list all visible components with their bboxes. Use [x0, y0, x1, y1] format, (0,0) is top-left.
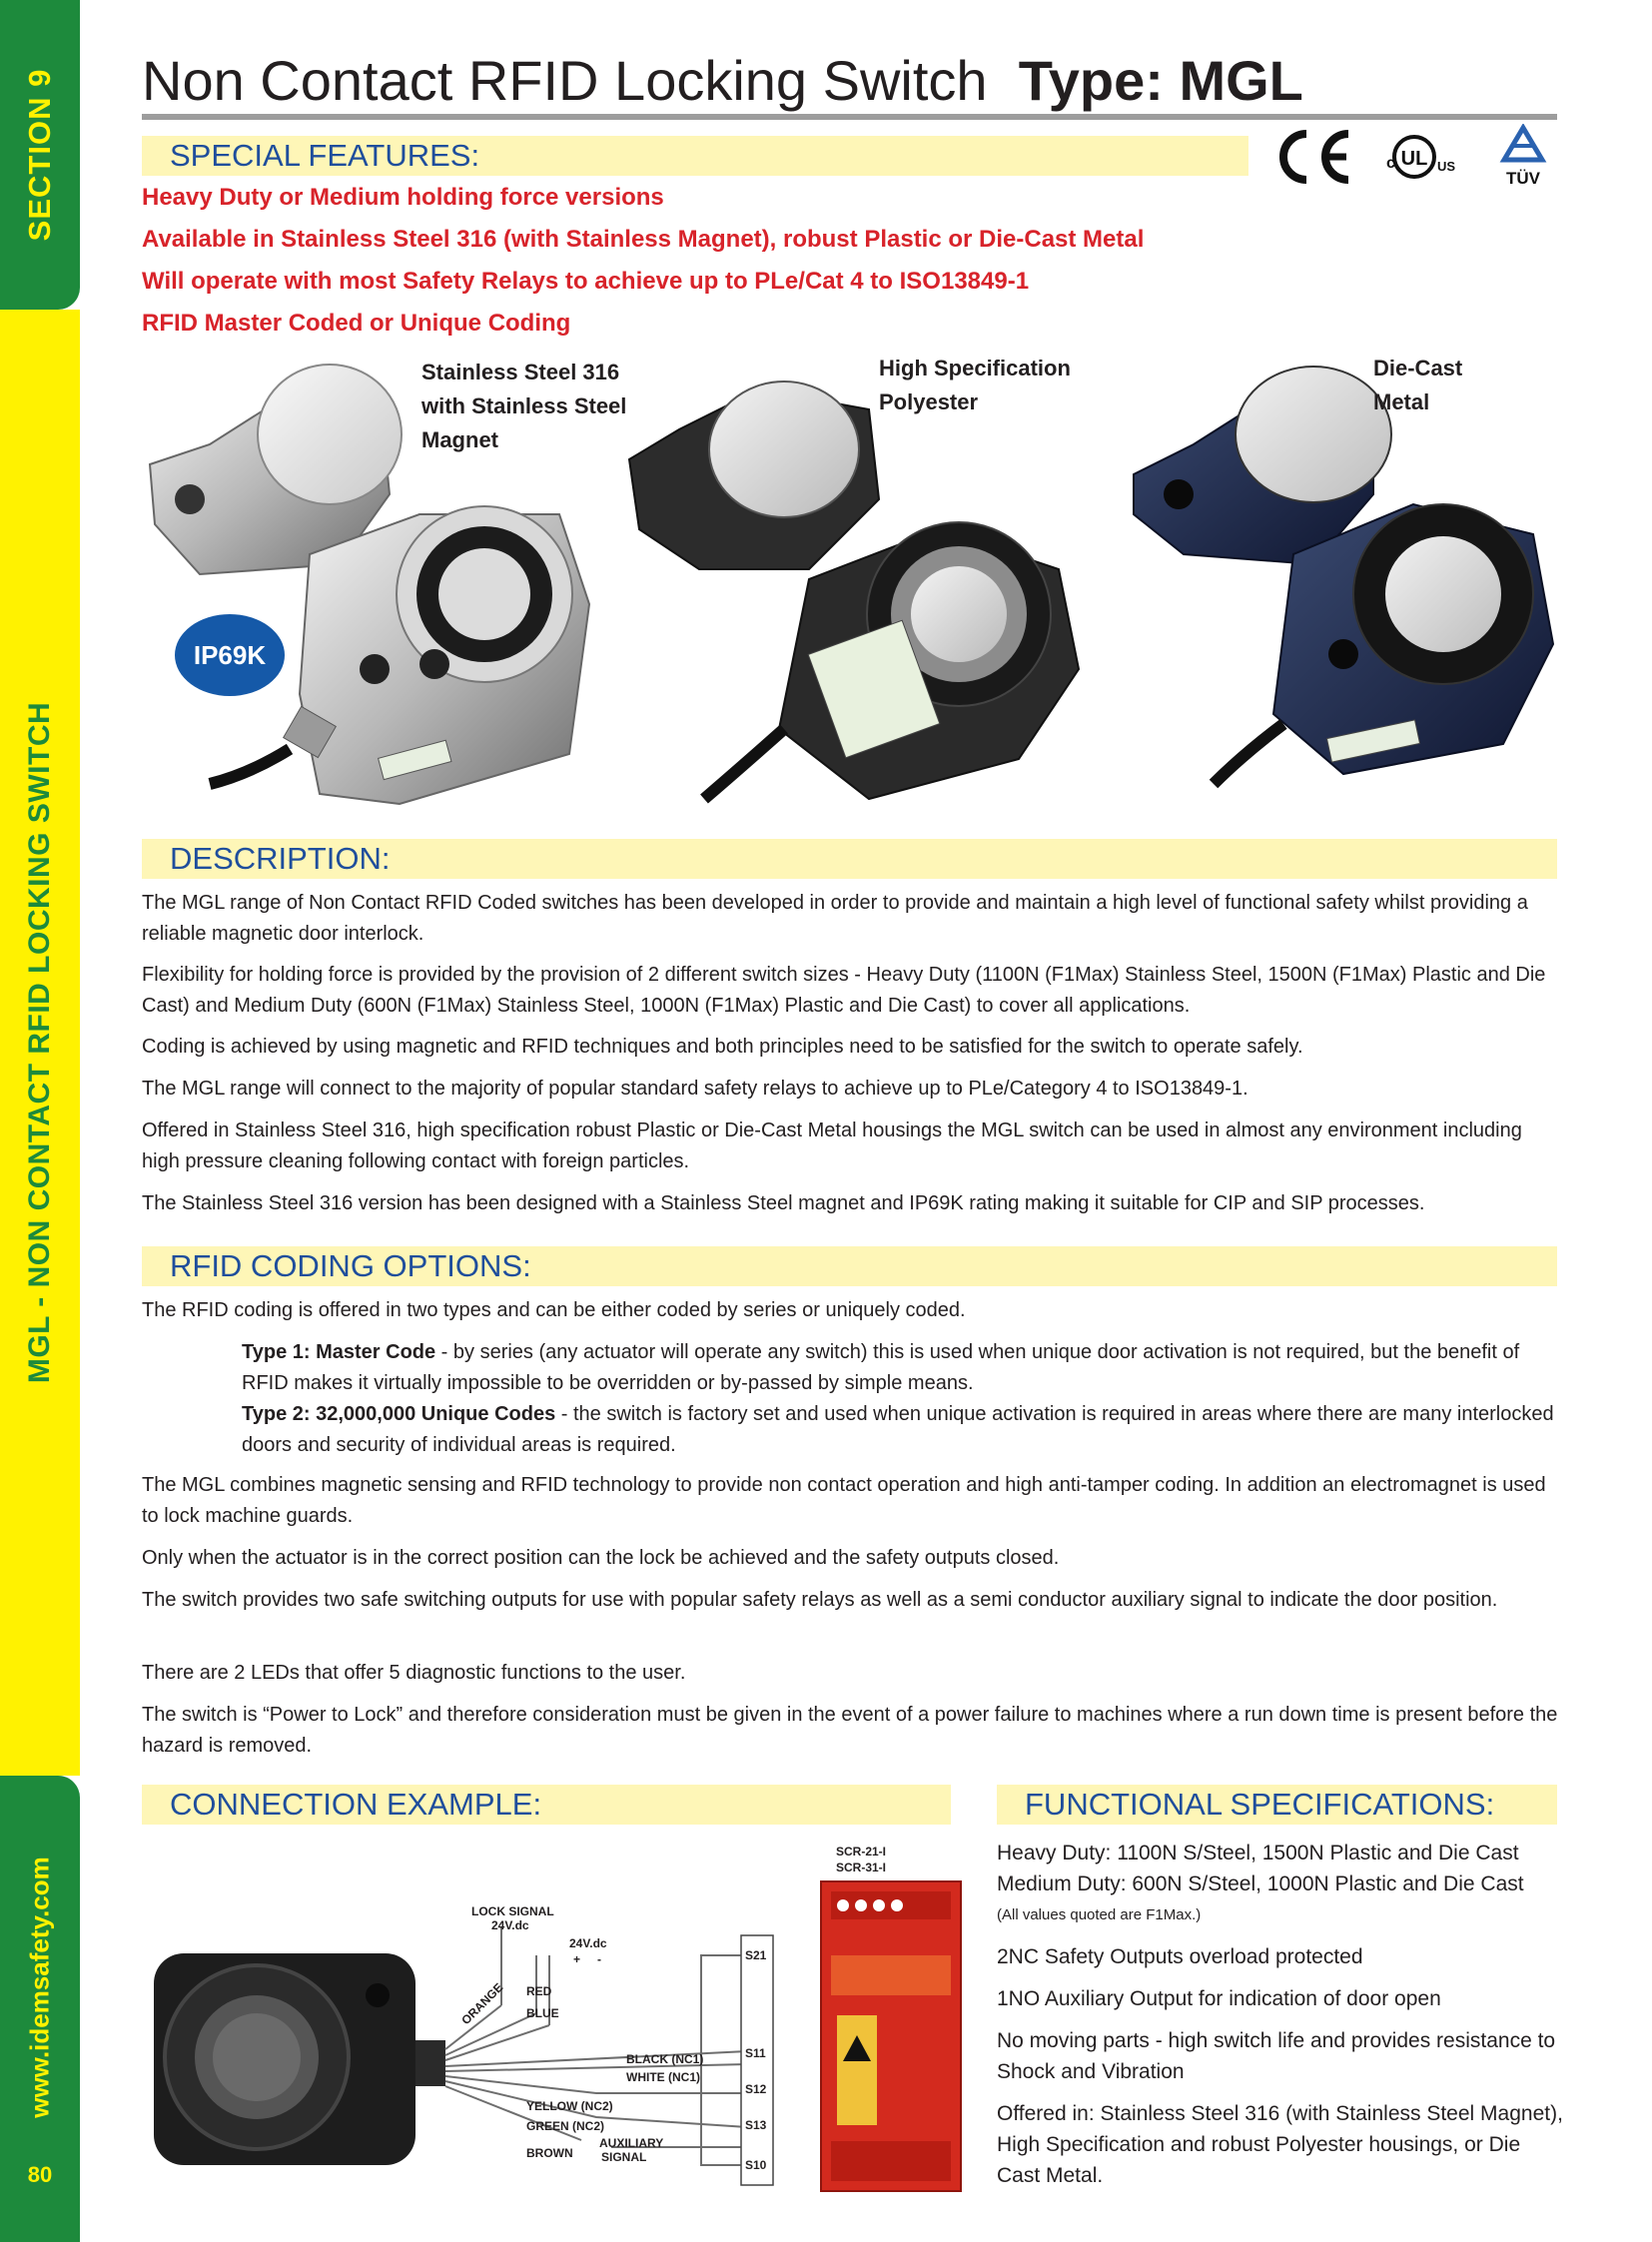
feature-item: Heavy Duty or Medium holding force versions: [142, 184, 664, 211]
page-title: [142, 48, 1303, 114]
description-paragraph: Flexibility for holding force is provided by the provision of 2 different switch sizes - Heavy Duty (1100N (F1Max) Stainless Steel, 1500N (F1Max) Plastic and Die Cast) and Medium Duty (600N (F1Max) Stainless Steel, 1000N (F1Max) Plastic and Die Cast) to cover all applications.: [142, 964, 1546, 1017]
product-label-diecast: Die-Cast Metal: [1373, 356, 1463, 414]
tuv-mark-icon: [1504, 128, 1542, 188]
title-divider: [142, 114, 1557, 120]
spec-medium-duty: Medium Duty: 600N S/Steel, 1000N Plastic and Die Cast: [997, 1872, 1524, 1895]
description-paragraph: Offered in Stainless Steel 316, high specification robust Plastic or Die-Cast Metal housings the MGL switch can be used in almost any environment including high pressure cleaning following contact with foreign particles.: [142, 1120, 1522, 1172]
diecast-switch-icon: [1114, 355, 1563, 814]
svg-text:c: c: [1386, 155, 1395, 172]
svg-text:SIGNAL: SIGNAL: [601, 2150, 647, 2164]
svg-text:TÜV: TÜV: [1506, 169, 1540, 188]
svg-text:BROWN: BROWN: [526, 2146, 573, 2160]
rfid-paragraph: The switch provides two safe switching outputs for use with popular safety relays as well as a semi conductor auxiliary signal to indicate the door position.: [142, 1589, 1498, 1611]
spec-item: No moving parts - high switch life and provides resistance to Shock and Vibration: [997, 2029, 1556, 2083]
rfid-coding-heading: RFID CODING OPTIONS:: [142, 1246, 1557, 1286]
svg-text:-: -: [597, 1952, 601, 1966]
svg-text:S10: S10: [745, 2158, 767, 2172]
svg-text:GREEN (NC2): GREEN (NC2): [526, 2119, 605, 2133]
rfid-paragraph: There are 2 LEDs that offer 5 diagnostic functions to the user.: [142, 1662, 686, 1684]
svg-text:S21: S21: [745, 1948, 767, 1962]
certification-marks: [1266, 124, 1558, 190]
svg-text:BLACK (NC1): BLACK (NC1): [626, 2052, 704, 2066]
spec-item: Offered in: Stainless Steel 316 (with Stainless Steel Magnet), High Specification and robust Polyester housings, or Die Cast Metal.: [997, 2102, 1563, 2187]
svg-text:S13: S13: [745, 2118, 767, 2132]
rfid-intro: The RFID coding is offered in two types and can be either coded by series or uniquely coded.: [142, 1299, 966, 1321]
description-paragraph: The MGL range of Non Contact RFID Coded switches has been developed in order to provide and maintain a high level of functional safety whilst providing a reliable magnetic door interlock.: [142, 892, 1528, 945]
description-paragraph: The MGL range will connect to the majority of popular standard safety relays to achieve up to PLe/Category 4 to ISO13849-1.: [142, 1078, 1248, 1100]
svg-text:S12: S12: [745, 2082, 767, 2096]
svg-text:LOCK SIGNAL: LOCK SIGNAL: [471, 1904, 554, 1918]
svg-text:AUXILIARY: AUXILIARY: [599, 2136, 664, 2150]
rfid-paragraph: Only when the actuator is in the correct position can the lock be achieved and the safety outputs closed.: [142, 1547, 1060, 1569]
rfid-type1-label: Type 1: Master Code: [242, 1341, 436, 1363]
description-paragraph: The Stainless Steel 316 version has been designed with a Stainless Steel magnet and IP69K rating making it suitable for CIP and SIP processes.: [142, 1192, 1425, 1214]
rfid-type2-label: Type 2: 32,000,000 Unique Codes: [242, 1403, 556, 1425]
feature-item: Will operate with most Safety Relays to achieve up to PLe/Cat 4 to ISO13849-1: [142, 268, 1030, 295]
rfid-type1-text: - by series (any actuator will operate any switch) this is used when unique door activation is not required, but the benefit of RFID makes it virtually impossible to be overridden or by-passed by simple means.: [242, 1341, 1520, 1394]
section-label: SECTION 9: [22, 68, 57, 242]
special-features-heading: SPECIAL FEATURES:: [142, 136, 1248, 176]
functional-specifications-heading: FUNCTIONAL SPECIFICATIONS:: [997, 1785, 1557, 1825]
svg-text:SCR-31-I: SCR-31-I: [836, 1861, 887, 1874]
feature-item: Available in Stainless Steel 316 (with Stainless Magnet), robust Plastic or Die-Cast Metal: [142, 226, 1145, 253]
svg-text:24V.dc: 24V.dc: [569, 1936, 607, 1950]
rfid-type2-text: - the switch is factory set and used when unique activation is required in areas where there are many interlocked doors and security of individual areas is required.: [242, 1403, 1554, 1456]
svg-text:+: +: [573, 1952, 581, 1966]
svg-text:24V.dc: 24V.dc: [491, 1918, 529, 1932]
rfid-paragraph: The switch is “Power to Lock” and therefore consideration must be given in the event of a power failure to machines where a run down time is present before the hazard is removed.: [142, 1704, 1558, 1757]
svg-text:YELLOW (NC2): YELLOW (NC2): [526, 2099, 613, 2113]
svg-text:US: US: [1437, 159, 1456, 174]
connection-diagram: [142, 1836, 971, 2235]
svg-text:UL: UL: [1400, 148, 1428, 170]
page-number: 80: [27, 2162, 53, 2187]
rfid-type2: [242, 1399, 1560, 1461]
svg-text:RED: RED: [526, 1984, 552, 1998]
spec-heavy-duty: Heavy Duty: 1100N S/Steel, 1500N Plastic and Die Cast: [997, 1842, 1519, 1865]
rfid-type1: [242, 1337, 1560, 1399]
safety-relay-icon: [821, 1881, 961, 2191]
title-type: Type: MGL: [1018, 49, 1303, 112]
switch-body-icon: [154, 1953, 445, 2165]
product-label-stainless: Stainless Steel 316 with Stainless Steel Magnet: [421, 360, 627, 452]
svg-text:S11: S11: [745, 2046, 766, 2060]
svg-text:SCR-21-I: SCR-21-I: [836, 1845, 887, 1859]
rfid-paragraph: The MGL combines magnetic sensing and RFID technology to provide non contact operation and high anti-tamper coding. In addition an electromagnet is used to lock machine guards.: [142, 1474, 1546, 1527]
feature-item: RFID Master Coded or Unique Coding: [142, 310, 571, 337]
spec-note: (All values quoted are F1Max.): [997, 1906, 1202, 1923]
svg-text:WHITE (NC1): WHITE (NC1): [626, 2070, 700, 2084]
ip69k-badge: IP69K: [175, 614, 285, 696]
spec-item: 1NO Auxiliary Output for indication of door open: [997, 1987, 1441, 2010]
svg-text:BLUE: BLUE: [526, 2006, 559, 2020]
polyester-switch-icon: [619, 379, 1089, 849]
sidebar-title: MGL - NON CONTACT RFID LOCKING SWITCH: [23, 701, 56, 1384]
connection-example-heading: CONNECTION EXAMPLE:: [142, 1785, 951, 1825]
website-link[interactable]: www.idemsafety.com: [24, 1857, 55, 2118]
description-paragraph: Coding is achieved by using magnetic and RFID techniques and both principles need to be satisfied for the switch to operate safely.: [142, 1036, 1303, 1058]
spec-item: 2NC Safety Outputs overload protected: [997, 1945, 1363, 1968]
ce-mark-icon: [1283, 134, 1348, 180]
title-main: Non Contact RFID Locking Switch: [142, 49, 988, 112]
ul-mark-icon: [1386, 137, 1455, 177]
product-label-polyester: High Specification Polyester: [879, 356, 1071, 414]
description-heading: DESCRIPTION:: [142, 839, 1557, 879]
svg-text:ORANGE: ORANGE: [458, 1979, 506, 2028]
